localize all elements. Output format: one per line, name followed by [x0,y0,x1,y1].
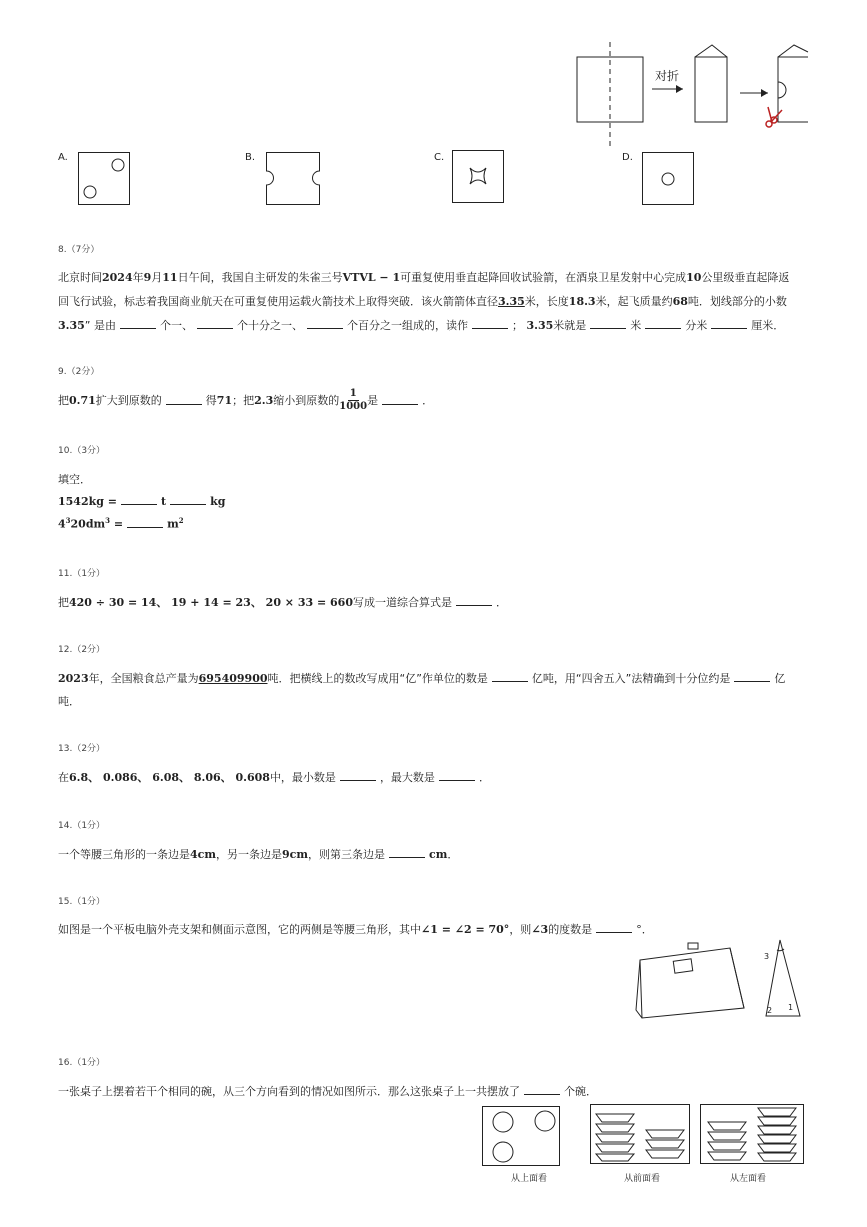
option-c-label: C. [434,152,445,163]
angle-label-1: 1 [788,1003,794,1012]
caption-top-view: 从上面看 [511,1174,548,1184]
q12-line-1: 2023年，全国粮食总产量为695409900吨．把横线上的数改写成用“亿”作单位的数是 亿吨，用“四舍五入”法精确到十分位约是 亿 [58,672,786,685]
q8-line-1: 北京时间2024年9月11日午间，我国自主研发的朱雀三号VTVL − 1可重复使用垂直起降回收试验箭，在酒泉卫星发射中心完成10公里级垂直起降返 [58,271,790,284]
folding-figure [570,40,820,150]
angle-label-3: 3 [764,952,770,961]
q8-blank-6[interactable] [645,319,681,329]
tablet-stand-figure [632,940,752,1022]
bowls-top-view [482,1106,562,1168]
q9-header: 9.（2分） [58,367,100,377]
q8-blank-2[interactable] [197,319,233,329]
q12-blank-2[interactable] [734,672,770,682]
q8-blank-1[interactable] [120,319,156,329]
q12-line-2: 吨． [58,695,80,708]
bowls-front-view [590,1104,692,1166]
q8-line-3: 3.35” 是由 个一、 个十分之一、 个百分之一组成的，读作 ； 3.35米就是 米 分米 厘米． [58,319,785,332]
caption-left-view: 从左面看 [730,1174,767,1184]
q13-blank-2[interactable] [439,771,475,781]
q10-blank-3[interactable] [127,518,163,528]
q8-blank-4[interactable] [472,319,508,329]
q10-header: 10.（3分） [58,446,106,456]
q16-header: 16.（1分） [58,1058,106,1068]
q9-blank-1[interactable] [166,395,202,405]
option-a-figure[interactable] [78,152,132,207]
q8-header: 8.（7分） [58,245,100,255]
option-b-figure[interactable] [266,152,322,207]
option-b-label: B. [245,152,256,163]
q8-blank-7[interactable] [711,319,747,329]
q14-line: 一个等腰三角形的一条边是4cm，另一条边是9cm，则第三条边是 cm． [58,848,459,861]
option-d-label: D. [622,152,633,163]
q14-header: 14.（1分） [58,821,106,831]
q15-header: 15.（1分） [58,897,106,907]
q13-blank-1[interactable] [340,771,376,781]
q15-blank[interactable] [596,923,632,933]
q9-fraction: $\frac{1}{1000}$ [339,387,368,412]
q15-line: 如图是一个平板电脑外壳支架和侧面示意图，它的两侧是等腰三角形，其中∠1 = ∠2 = 70°，则∠3的度数是 °． [58,923,653,936]
q14-blank[interactable] [389,848,425,858]
bowls-left-view [700,1104,806,1166]
q12-blank-1[interactable] [492,672,528,682]
angle-label-2: 2 [767,1006,773,1015]
q10-blank-1[interactable] [121,495,157,505]
caption-front-view: 从前面看 [624,1174,661,1184]
option-c-figure[interactable] [452,150,506,205]
q16-blank[interactable] [524,1085,560,1095]
q11-line: 把420 ÷ 30 = 14、 19 + 14 = 23、 20 × 33 = 660写成一道综合算式是 ． [58,596,507,609]
q8-blank-3[interactable] [307,319,343,329]
fold-label: 对折 [655,69,680,83]
q9-line: 把 0.71 扩大到原数的 得 71 ；把 2.3 缩小到原数的 $\frac{1}{1000}$ 是 ． [58,387,434,412]
q10-blank-2[interactable] [170,495,206,505]
q16-line: 一张桌子上摆着若干个相同的碗，从三个方向看到的情况如图所示．那么这张桌子上一共摆放了 个碗． [58,1085,597,1098]
q10-intro: 填空． [58,473,91,486]
q10-row-2: $4^320dm^3 = m^2$ [58,516,184,531]
q12-header: 12.（2分） [58,645,106,655]
q11-blank[interactable] [456,596,492,606]
q8-blank-5[interactable] [590,319,626,329]
option-a-label: A. [58,152,68,163]
q9-blank-2[interactable] [382,395,418,405]
q13-header: 13.（2分） [58,744,106,754]
q13-line: 在6.8、 0.086、 6.08、 8.06、 0.608中，最小数是 ，最大数是 ． [58,771,490,784]
q10-row-1: 1542kg = t kg [58,495,226,508]
option-d-figure[interactable] [642,152,696,207]
q11-header: 11.（1分） [58,569,106,579]
q8-line-2: 回飞行试验，标志着我国商业航天在可重复使用运载火箭技术上取得突破．该火箭箭体直径3.35米，长度18.3米，起飞质量约68吨．划线部分的小数 [58,295,787,308]
